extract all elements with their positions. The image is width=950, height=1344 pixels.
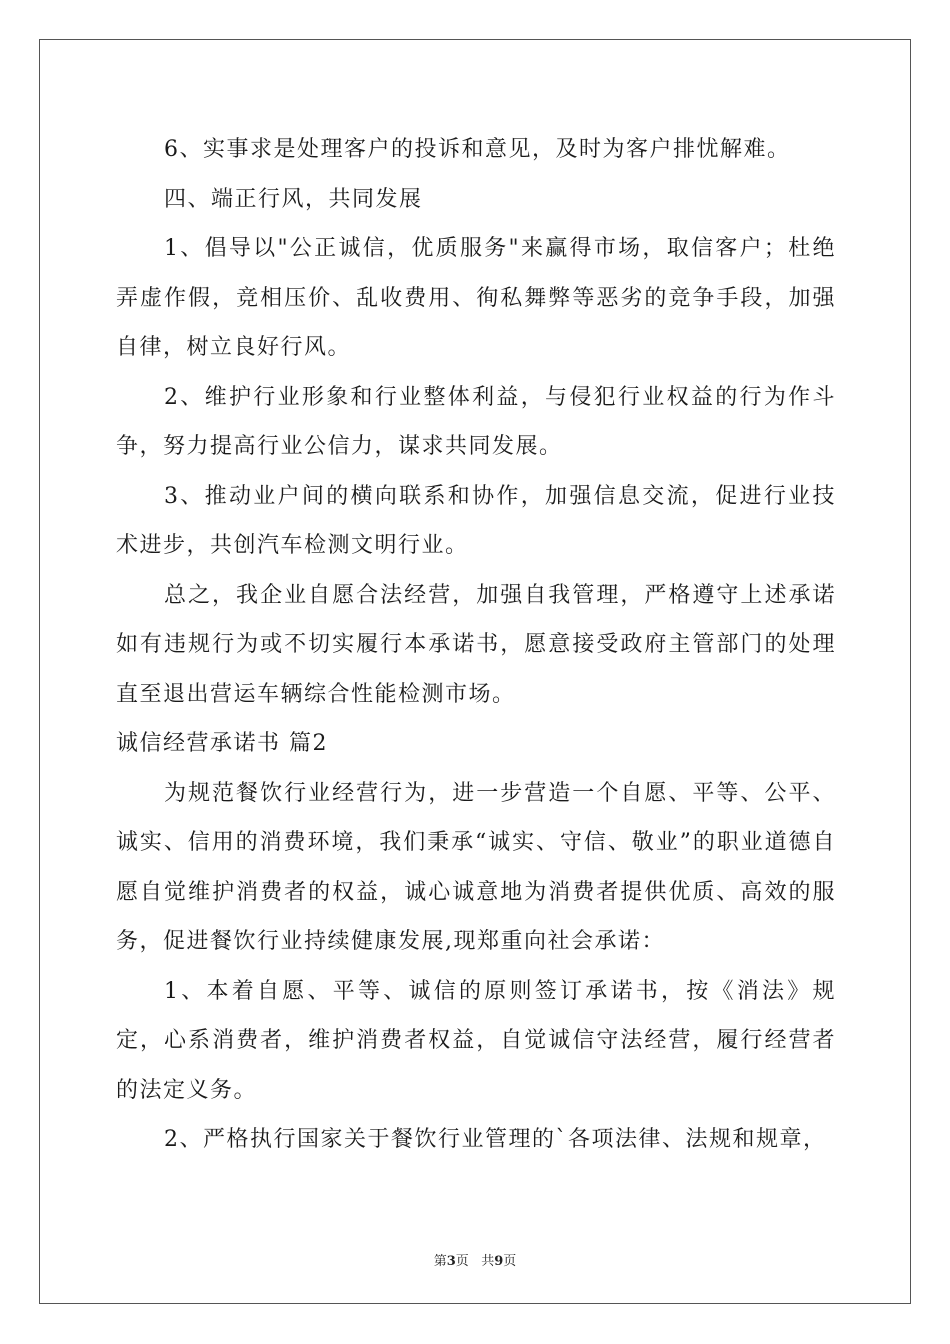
- document-body: [116, 125, 836, 1165]
- paragraph: 1、倡导以"公正诚信，优质服务"来赢得市场，取信客户；杜绝弄虚作假，竞相压价、乱收费用、徇私舞弊等恶劣的竞争手段，加强自律，树立良好行风。: [116, 236, 836, 360]
- paragraph: 3、推动业户间的横向联系和协作，加强信息交流，促进行业技术进步，共创汽车检测文明行业。: [116, 483, 836, 558]
- footer-page-word: 页: [455, 1254, 469, 1269]
- paragraph: 2、严格执行国家关于餐饮行业管理的`各项法律、法规和规章，: [164, 1127, 827, 1152]
- current-page-number: 3: [446, 1254, 456, 1269]
- footer-total-prefix: 共: [481, 1254, 495, 1269]
- paragraph: 总之，我企业自愿合法经营，加强自我管理，严格遵守上述承诺如有违规行为或不切实履行本承诺书，愿意接受政府主管部门的处理直至退出营运车辆综合性能检测市场。: [116, 582, 836, 707]
- total-page-count: 9: [494, 1254, 504, 1269]
- paragraph: 6、实事求是处理客户的投诉和意见，及时为客户排忧解难。: [164, 137, 791, 162]
- paragraph: 1、本着自愿、平等、诚信的原则签订承诺书，按《消法》规定，心系消费者，维护消费者权益，自觉诚信守法经营，履行经营者的法定义务。: [116, 978, 836, 1103]
- article-title: 诚信经营承诺书 篇2: [116, 731, 328, 756]
- paragraph: 为规范餐饮行业经营行为，进一步营造一个自愿、平等、公平、诚实、信用的消费环境，我们秉承“诚实、守信、敬业”的职业道德自愿自觉维护消费者的权益，诚心诚意地为消费者提供优质、高效的服务，促进餐饮行业持续健康发展,现郑重向社会承诺：: [116, 780, 836, 954]
- section-heading: 四、端正行风，共同发展: [164, 186, 423, 212]
- footer-total-suffix: 页: [503, 1254, 517, 1269]
- footer-prefix: 第: [433, 1254, 447, 1269]
- page-footer: [0, 1250, 950, 1269]
- paragraph: 2、维护行业形象和行业整体利益，与侵犯行业权益的行为作斗争，努力提高行业公信力，谋求共同发展。: [116, 384, 836, 459]
